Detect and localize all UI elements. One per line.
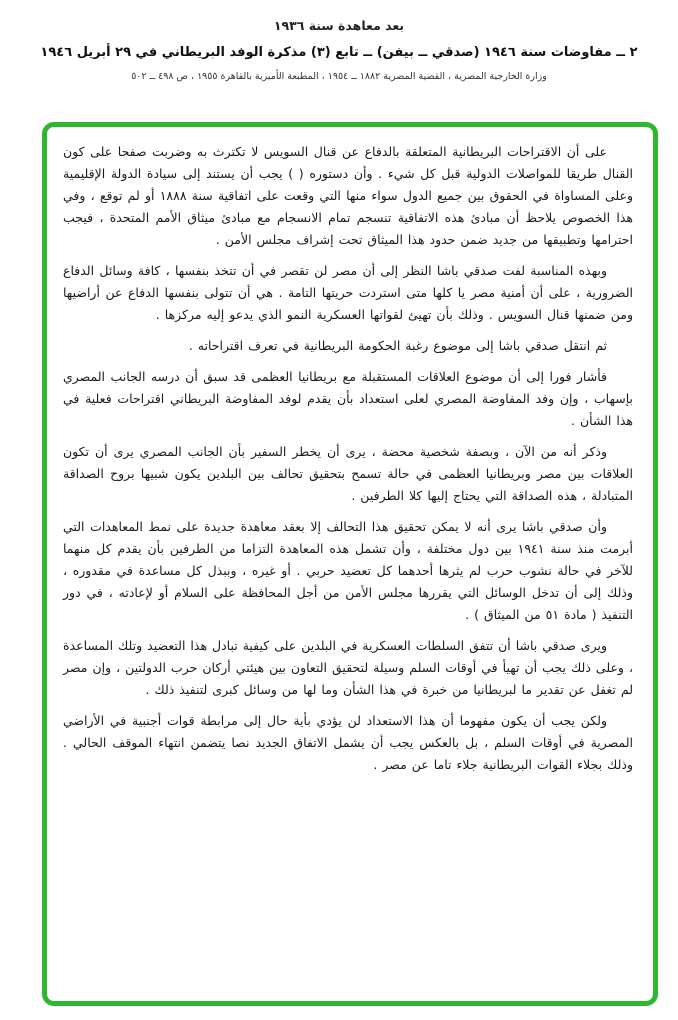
paragraph-7: ويرى صدقي باشا أن تتفق السلطات العسكرية في البلدين على كيفية تبادل هذا التعضيد وتلك المساعدة ، وعلى ذلك يجب أن تهيأ في أوقات السلم وسيلة لتحقيق التعاون بين هيئتي أركان حرب الدولتين ، وإن مصر لم تغفل عن تقدير ما لبريطانيا من خبرة في هذا الشأن وما لها من وسائل كبرى لتنفيذ ذلك . xyxy=(63,638,633,697)
paragraph-6: وأن صدقي باشا يرى أنه لا يمكن تحقيق هذا التحالف إلا بعقد معاهدة جديدة على نمط المعاهدات التي أبرمت منذ سنة ١٩٤١ بين دول مختلفة ، وأن تشمل هذه المعاهدة التزاما من الطرفين بأن يقدم كل منهما للآخر في حالة نشوب حرب لم يثرها أحدهما كل تعضيد حربي . أو غيره ، وببذل كل مساعدة في مقدوره ، وذلك إلى أن تدخل الوسائل التي يقررها مجلس الأمن من أجل المحافظة على السلام أو لإعادته ، في دور التنفيذ ( مادة ٥١ من الميثاق ) . xyxy=(63,519,633,622)
paragraph-8: ولكن يجب أن يكون مفهوما أن هذا الاستعداد لن يؤدي بأية حال إلى مرابطة قوات أجنبية في الأراضي المصرية في أوقات السلم ، بل بالعكس يجب أن يشمل الاتفاق الجديد نصا يتضمن انتهاء الموقف الحالي . وذلك بجلاء القوات البريطانية جلاء تاما عن مصر . xyxy=(63,713,633,772)
paragraph-2: وبهذه المناسبة لفت صدقي باشا النظر إلى أن مصر لن تقصر في أن تتخذ بنفسها ، كافة وسائل الدفاع الضرورية ، على أن أمنية مصر يا كلها متى استردت حريتها التامة . هي أن تتولى بنفسها الدفاع عن أراضيها ومن ضمنها قنال السويس . وذلك بأن تهيئ لقواتها العسكرية النمو الذي يدعو إليه مركزها . xyxy=(63,263,633,322)
running-head: بعد معاهدة سنة ١٩٣٦ xyxy=(273,18,405,33)
document-body xyxy=(63,141,633,776)
source-citation: وزارة الخارجية المصرية ، القضية المصرية ١٨٨٢ ــ ١٩٥٤ ، المطبعة الأميرية بالقاهرة ١٩٥٥ ، ص ٤٩٨ ــ ٥٠٢ xyxy=(131,70,547,82)
paragraph-5: وذكر أنه من الآن ، وبصفة شخصية محضة ، يرى أن يخطر السفير بأن الجانب المصري يرى أن تكون العلاقات بين مصر وبريطانيا العظمى في حالة تسمح بتحقيق تحالف بين البلدين يكون شبيها بروح الصداقة المتبادلة ، هذه الصداقة التي يحتاج إليها كلا الطرفين . xyxy=(63,444,633,503)
document-frame xyxy=(42,122,658,1006)
paragraph-1: على أن الاقتراحات البريطانية المتعلقة بالدفاع عن قنال السويس لا تكترث به وضربت صفحا على كون القنال طريقا للمواصلات الدولية قبل كل شيء . وأن دستوره ( ) يجب أن يستند إلى سيادة الدولة الإقليمية وعلى المساواة في الحقوق بين جميع الدول سواء منها التي وقعت على اتفاقية سنة ١٨٨٨ أو لم توقع ، وفي هذا الخصوص يلاحظ أن مبادئ هذه الاتفاقية تنسجم تمام الانسجام مع مبادئ ميثاق الأمم المتحدة ، فيجب احترامها وتطبيقها من جديد ضمن حدود هذا الميثاق تحت إشراف مجلس الأمن . xyxy=(63,144,633,247)
document-title: ٢ ــ مفاوضات سنة ١٩٤٦ (صدقي ــ بيفن) ــ تابع (٣) مذكرة الوفد البريطاني في ٢٩ أبريل ١٩٤٦ xyxy=(40,45,638,60)
paragraph-3: ثم انتقل صدقي باشا إلى موضوع رغبة الحكومة البريطانية في تعرف اقتراحاته . xyxy=(188,338,607,353)
page-header xyxy=(0,0,678,82)
paragraph-4: فأشار فورا إلى أن موضوع العلاقات المستقبلة مع بريطانيا العظمى قد سبق أن درسه الجانب المصري بإسهاب ، وإن وفد المفاوضة المصري لعلى استعداد بأن يقدم لوفد المفاوضة البريطاني اقتراحات فعلية في هذا الشأن . xyxy=(63,369,633,428)
